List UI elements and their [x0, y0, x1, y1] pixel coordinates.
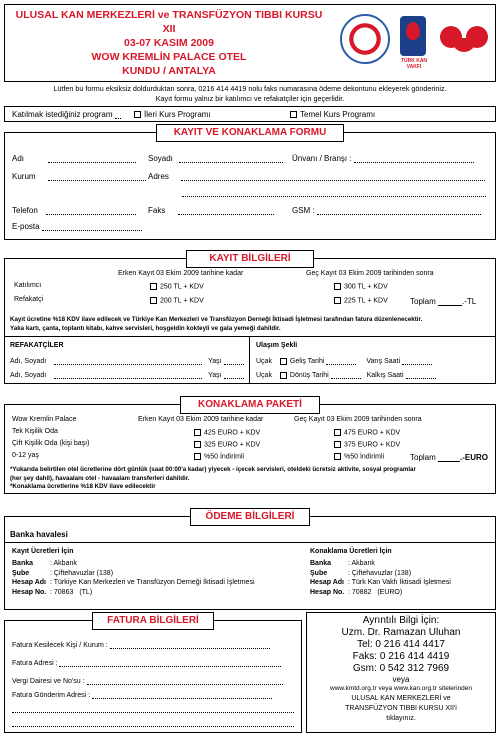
participant-early-price: 250 TL + KDV [160, 283, 204, 291]
invoice-person-label: Fatura Kesilecek Kişi / Kurum : [12, 642, 108, 649]
companion-2-row [10, 370, 244, 379]
address-input-2[interactable] [182, 188, 486, 197]
invoice-tax-label: Vergi Dairesi ve No'su : [12, 678, 85, 685]
departure-plane-checkbox[interactable] [280, 372, 287, 379]
contact-web-line3: TRANSFÜZYON TIBBI KURSU XII'i [345, 705, 457, 712]
phone-label: Telefon [12, 206, 38, 215]
participant-late-checkbox[interactable] [334, 283, 341, 290]
reg-no-value: 70863 [53, 588, 74, 596]
contact-info [306, 615, 496, 724]
companion-1-row [10, 356, 244, 365]
registration-info-title: KAYIT BİLGİLERİ [186, 250, 314, 268]
contact-tel: Tel: 0 216 414 4417 [357, 639, 445, 650]
acc-account-value: Türk Kan Vakfı İktisadi İşletmesi [351, 579, 451, 586]
double-late-price: 375 EURO + KDV [344, 441, 401, 449]
departure-time-label: Kalkış Saati [366, 372, 404, 379]
phone-row [12, 206, 136, 215]
surname-row [148, 154, 283, 163]
reg-note-line2: Yaka kartı, çanta, toplantı kitabı, kahve servisleri, hoşgeldin kokteyli ve gala yemeği dahildir. [10, 325, 281, 332]
child-late-price: %50 İndirimli [344, 453, 385, 461]
acc-bank-details: Banka : Akbank Şube : Çiftehavuzlar (138) Hesap Adı : Türk Kan Vakfı İktisadi İşletmesi Hesap No. : 70882 (EURO) [310, 560, 451, 596]
single-late-checkbox[interactable] [334, 429, 341, 436]
single-late-price: 475 EURO + KDV [344, 429, 401, 437]
bank-transfer-label: Banka havalesi [10, 530, 68, 539]
registration-form-title: KAYIT VE KONAKLAMA FORMU [156, 124, 344, 142]
acc-no-label: Hesap No. [310, 588, 345, 596]
acc-total-unit: .-EURO [460, 453, 489, 462]
companion-late-checkbox[interactable] [334, 297, 341, 304]
email-row [12, 222, 142, 231]
companion-1-input[interactable] [54, 356, 202, 365]
invoice-extra-input-2[interactable] [12, 718, 294, 727]
reg-total-unit: .-TL [462, 297, 477, 306]
fax-label: Faks [148, 206, 166, 215]
single-early-option[interactable] [194, 429, 260, 436]
participant-early-checkbox[interactable] [150, 283, 157, 290]
society-logo-icon [340, 14, 390, 64]
acc-note-line1b: (her şey dahil), havaalanı otel - havaalanı transferleri dahildir. [10, 474, 190, 482]
invoice-tax-input[interactable] [87, 676, 283, 685]
single-room-label: Tek Kişilik Oda [12, 428, 58, 435]
reg-account-value: Türkiye Kan Merkezleri ve Transfüzyon Derneği İktisadi İşletmesi [53, 579, 255, 586]
child-early-checkbox[interactable] [194, 453, 201, 460]
acc-note [10, 466, 496, 492]
companion-early-option[interactable] [150, 297, 204, 304]
acc-currency: (EURO) [377, 588, 403, 596]
hearts-logo-icon [438, 20, 494, 60]
invoice-send-label: Fatura Gönderim Adresi : [12, 692, 91, 699]
child-label: 0-12 yaş [12, 452, 39, 459]
fax-row [148, 206, 274, 215]
institution-input[interactable] [48, 172, 146, 181]
single-early-price: 425 EURO + KDV [204, 429, 261, 437]
payment-title: ÖDEME BİLGİLERİ [190, 508, 310, 526]
single-early-checkbox[interactable] [194, 429, 201, 436]
address-row-2 [182, 188, 486, 197]
companion-1-age-input[interactable] [224, 356, 244, 365]
instructions-line1: Lütfen bu formu eksiksiz doldurduktan sonra, 0216 414 4419 nolu faks numarasına ödeme dekontunu ekleyerek gönderiniz. [53, 84, 447, 93]
invoice-title: FATURA BİLGİLERİ [92, 612, 214, 630]
companion-2-age-input[interactable] [224, 370, 244, 379]
double-late-checkbox[interactable] [334, 441, 341, 448]
blood-drop-logo-icon [400, 16, 426, 56]
contact-web-line2: ULUSAL KAN MERKEZLERİ ve [351, 695, 451, 702]
return-date-label: Dönüş Tarihi [289, 372, 329, 379]
acc-bank-value: Akbank [351, 560, 375, 567]
acc-late-label: Geç Kayıt 03 Ekim 2009 tarihinden sonra [294, 416, 422, 423]
fax-input[interactable] [178, 206, 274, 215]
reg-total-input[interactable] [438, 297, 462, 306]
double-early-option[interactable] [194, 441, 260, 448]
participant-late-option[interactable] [334, 283, 388, 290]
address-row [148, 172, 485, 181]
reg-fees-title: Kayıt Ücretleri İçin [12, 548, 74, 555]
gsm-input[interactable] [317, 206, 481, 215]
acc-branch-value: Çiftehavuzlar (138) [351, 569, 412, 577]
contact-gsm: Gsm: 0 542 312 7969 [352, 663, 450, 674]
contact-or: veya [392, 675, 410, 684]
departure-plane-label: Uçak [256, 372, 272, 379]
return-date-input[interactable] [331, 370, 361, 379]
acc-total-label: Toplam [410, 453, 436, 462]
reg-currency: (TL) [79, 588, 93, 596]
companion-2-input[interactable] [54, 370, 202, 379]
email-label: E-posta [12, 222, 40, 231]
early-reg-label: Erken Kayıt 03 Ekim 2009 tarihine kadar [118, 270, 244, 277]
name-row [12, 154, 136, 163]
header-title [8, 8, 330, 78]
double-room-label: Çift Kişilik Oda (kişi başı) [12, 440, 90, 447]
header-line1: ULUSAL KAN MERKEZLERİ ve TRANSFÜZYON TIBBI KURSU XII [15, 9, 323, 35]
companion-2-label: Adı, Soyadı [10, 372, 47, 379]
child-early-price: %50 İndirimli [204, 453, 245, 461]
invoice-send-row [12, 690, 272, 699]
child-late-checkbox[interactable] [334, 453, 341, 460]
name-input[interactable] [48, 154, 136, 163]
surname-label: Soyadı [148, 154, 173, 163]
acc-account-label: Hesap Adı [310, 579, 344, 586]
invoice-person-row [12, 640, 270, 649]
contact-web-link[interactable]: www.kmtd.org.tr veya www.kan.org.tr sitelerinden [330, 685, 472, 692]
header-line4: KUNDU / ANTALYA [122, 65, 216, 77]
program-label: Katılmak istediğiniz program [12, 110, 113, 119]
companion-1-age-label: Yaşı [208, 358, 222, 365]
acc-note-line1: *Yukarıda belirtilen otel ücretlerine dört günlük (saat 00:00'a kadar) yiyecek - içecek servisleri, oteldeki ücretsiz aktivite, sosyal programlar [10, 466, 416, 473]
reg-note-line1: Kayıt ücretine %18 KDV ilave edilecek ve Türkiye Kan Merkezleri ve Transfüzyon Derneği İktisadi İşletmesi tarafından fatura düzenlenecektir. [10, 316, 423, 323]
invoice-send-input[interactable] [92, 690, 272, 699]
companion-late-price: 225 TL + KDV [344, 297, 388, 305]
participant-early-option[interactable] [150, 283, 204, 290]
child-early-option[interactable] [194, 453, 244, 460]
reg-total-row [410, 297, 476, 306]
logo-caption: TÜRK KAN VAKFI [400, 58, 428, 70]
invoice-extra-line-1 [12, 704, 294, 713]
name-label: Adı [12, 154, 25, 163]
reg-branch-value: Çiftehavuzlar (138) [53, 569, 114, 577]
instructions [4, 84, 496, 104]
title-row [292, 154, 474, 163]
reg-account-label: Hesap Adı [12, 579, 46, 586]
invoice-extra-line-2 [12, 718, 294, 727]
invoice-address-row [12, 658, 281, 667]
departure-row[interactable] [256, 370, 436, 379]
double-late-option[interactable] [334, 441, 400, 448]
title-input[interactable] [354, 154, 474, 163]
companion-label: Refakatçi [14, 296, 44, 303]
transport-title: Ulaşım Şekli [256, 342, 298, 349]
accommodation-title: KONAKLAMA PAKETİ [180, 396, 320, 414]
advanced-checkbox[interactable] [134, 111, 141, 118]
contact-web-line4: tıklayınız. [386, 715, 416, 722]
basic-checkbox[interactable] [290, 111, 297, 118]
reg-bank-details: Banka : Akbank Şube : Çiftehavuzlar (138) Hesap Adı : Türkiye Kan Merkezleri ve Transfüzyon Derneği İktisadi İşletmesi Hesap No. : 70863 (TL) [12, 560, 255, 596]
institution-label: Kurum [12, 172, 36, 181]
gsm-row [292, 206, 481, 215]
double-early-checkbox[interactable] [194, 441, 201, 448]
contact-title: Ayrıntılı Bilgi İçin: [362, 615, 440, 626]
program-option-advanced[interactable] [134, 110, 211, 119]
acc-note-line2: *Konaklama ücretlerine %18 KDV ilave edilecektir [10, 483, 156, 490]
companion-early-price: 200 TL + KDV [160, 297, 204, 305]
address-input-1[interactable] [181, 172, 485, 181]
payment-divider [4, 542, 496, 543]
hotel-name: Wow Kremlin Palace [12, 416, 77, 423]
advanced-label: İleri Kurs Programı [144, 110, 211, 119]
surname-input[interactable] [179, 154, 283, 163]
title-label: Ünvanı / Branşı : [292, 154, 352, 163]
reg-bank-value: Akbank [53, 560, 77, 567]
acc-total-row [410, 453, 488, 462]
single-late-option[interactable] [334, 429, 400, 436]
program-line [115, 110, 121, 119]
invoice-address-label: Fatura Adresi : [12, 660, 58, 667]
participant-label: Katılımcı [14, 282, 42, 289]
reg-no-label: Hesap No. [12, 588, 47, 596]
acc-bank-label: Banka [310, 560, 332, 567]
header-line3: WOW KREMLİN PALACE OTEL [91, 51, 247, 63]
arrival-date-input[interactable] [326, 356, 356, 365]
arrival-time-label: Varış Saati [366, 358, 401, 365]
invoice-extra-input-1[interactable] [12, 704, 294, 713]
double-early-price: 325 EURO + KDV [204, 441, 261, 449]
phone-input[interactable] [46, 206, 136, 215]
institution-row [12, 172, 146, 181]
companion-1-label: Adı, Soyadı [10, 358, 47, 365]
participant-late-price: 300 TL + KDV [344, 283, 388, 291]
departure-time-input[interactable] [406, 370, 436, 379]
arrival-date-label: Geliş Tarihi [289, 358, 325, 365]
companion-2-age-label: Yaşı [208, 372, 222, 379]
arrival-row[interactable] [256, 356, 432, 365]
basic-label: Temel Kurs Programı [300, 110, 376, 119]
header-line2: 03-07 KASIM 2009 [124, 37, 214, 49]
child-late-option[interactable] [334, 453, 384, 460]
contact-name: Uzm. Dr. Ramazan Uluhan [341, 627, 461, 638]
address-label: Adres [148, 172, 169, 181]
arrival-time-input[interactable] [402, 356, 432, 365]
invoice-address-input[interactable] [59, 658, 281, 667]
arrival-plane-label: Uçak [256, 358, 272, 365]
arrival-plane-checkbox[interactable] [280, 358, 287, 365]
invoice-tax-row [12, 676, 283, 685]
contact-fax: Faks: 0 216 414 4419 [352, 651, 450, 662]
invoice-person-input[interactable] [110, 640, 270, 649]
acc-no-value: 70882 [351, 588, 372, 596]
acc-branch-label: Şube [310, 569, 328, 577]
program-option-basic[interactable] [290, 110, 375, 119]
acc-total-input[interactable] [438, 453, 460, 462]
reg-note [10, 315, 494, 333]
acc-fees-title: Konaklama Ücretleri İçin [310, 548, 392, 555]
email-input[interactable] [42, 222, 142, 231]
companion-late-option[interactable] [334, 297, 388, 304]
reg-total-label: Toplam [410, 297, 436, 306]
late-reg-label: Geç Kayıt 03 Ekim 2009 tarihinden sonra [306, 270, 434, 277]
program-row [12, 110, 121, 119]
acc-early-label: Erken Kayıt 03 Ekim 2009 tarihine kadar [138, 416, 264, 423]
instructions-line2: Kayıt formu yalnız bir katılımcı ve refakatçiler için geçerlidir. [155, 94, 345, 103]
reg-bank-label: Banka [12, 560, 34, 567]
gsm-label: GSM : [292, 206, 315, 215]
reg-branch-label: Şube [12, 569, 30, 577]
companion-early-checkbox[interactable] [150, 297, 157, 304]
companions-title: REFAKATÇİLER [10, 342, 64, 349]
